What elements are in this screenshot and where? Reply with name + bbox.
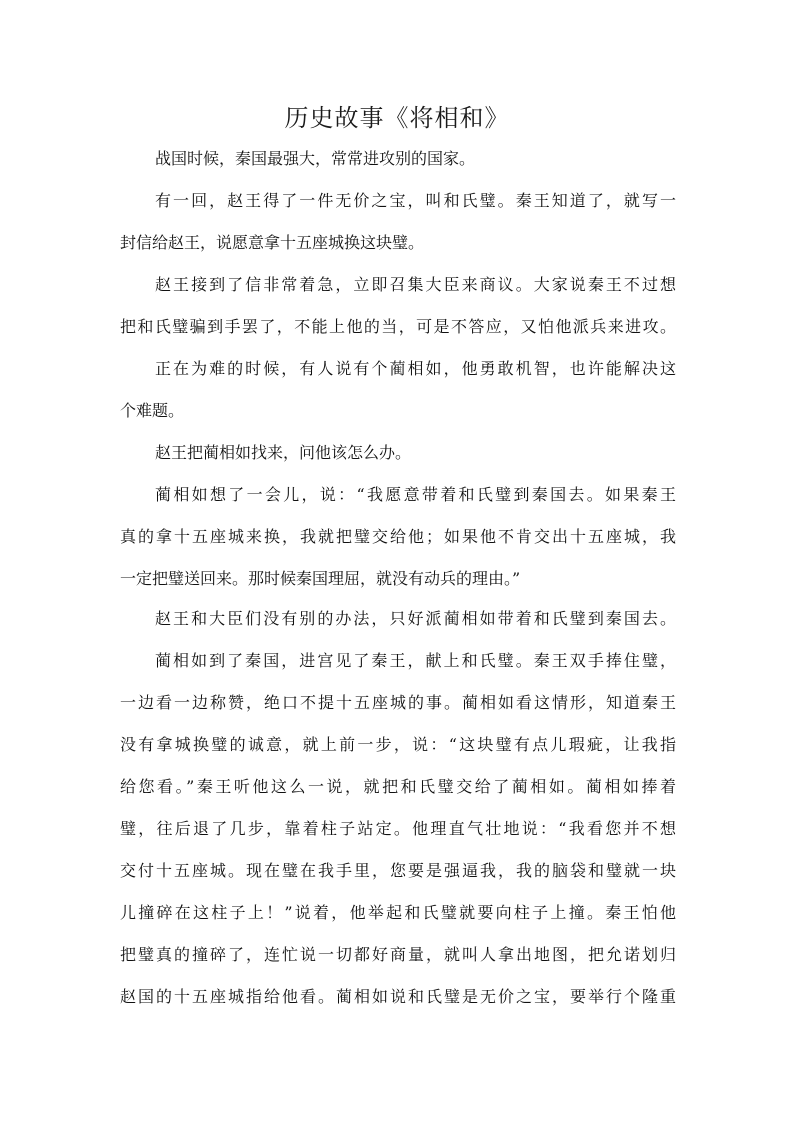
text-line: 把和氏璧骗到手罢了，不能上他的当，可是不答应，又怕他派兵来进攻。	[120, 317, 676, 336]
text-line: 战国时候，秦国最强大，常常进攻别的国家。	[155, 149, 476, 168]
text-line: 没有拿城换璧的诚意，就上前一步，说：“这块璧有点儿瑕疵，让我指	[120, 735, 676, 754]
text-line: 璧，往后退了几步，靠着柱子站定。他理直气壮地说：“我看您并不想	[120, 819, 676, 838]
text-line: 交付十五座城。现在璧在我手里，您要是强逼我，我的脑袋和璧就一块	[120, 861, 676, 880]
text-line: 封信给赵王，说愿意拿十五座城换这块璧。	[120, 233, 425, 252]
text-line: 正在为难的时候，有人说有个蔺相如，他勇敢机智，也许能解决这	[155, 359, 676, 378]
text-line: 个难题。	[120, 401, 185, 420]
text-line: 赵国的十五座城指给他看。蔺相如说和氏璧是无价之宝，要举行个隆重	[120, 987, 676, 1006]
text-line: 一边看一边称赞，绝口不提十五座城的事。蔺相如看这情形，知道秦王	[120, 693, 676, 712]
text-line: 给您看。”秦王听他这么一说，就把和氏璧交给了蔺相如。蔺相如捧着	[120, 777, 676, 796]
text-line: 把璧真的撞碎了，连忙说一切都好商量，就叫人拿出地图，把允诺划归	[120, 945, 676, 964]
text-line: 蔺相如到了秦国，进宫见了秦王，献上和氏璧。秦王双手捧住璧，	[155, 651, 676, 670]
text-line: 赵王把蔺相如找来，问他该怎么办。	[155, 443, 412, 462]
document-title: 历史故事《将相和》	[284, 104, 510, 132]
text-line: 赵王接到了信非常着急，立即召集大臣来商议。大家说秦王不过想	[155, 275, 676, 294]
text-line: 有一回，赵王得了一件无价之宝，叫和氏璧。秦王知道了，就写一	[155, 191, 676, 210]
text-line: 真的拿十五座城来换，我就把璧交给他；如果他不肯交出十五座城，我	[120, 527, 676, 546]
text-line: 蔺相如想了一会儿，说：“我愿意带着和氏璧到秦国去。如果秦王	[155, 485, 676, 504]
text-line: 赵王和大臣们没有别的办法，只好派蔺相如带着和氏璧到秦国去。	[155, 609, 676, 628]
text-line: 一定把璧送回来。那时候秦国理屈，就没有动兵的理由。”	[120, 569, 521, 588]
text-line: 儿撞碎在这柱子上！”说着，他举起和氏璧就要向柱子上撞。秦王怕他	[120, 903, 676, 922]
